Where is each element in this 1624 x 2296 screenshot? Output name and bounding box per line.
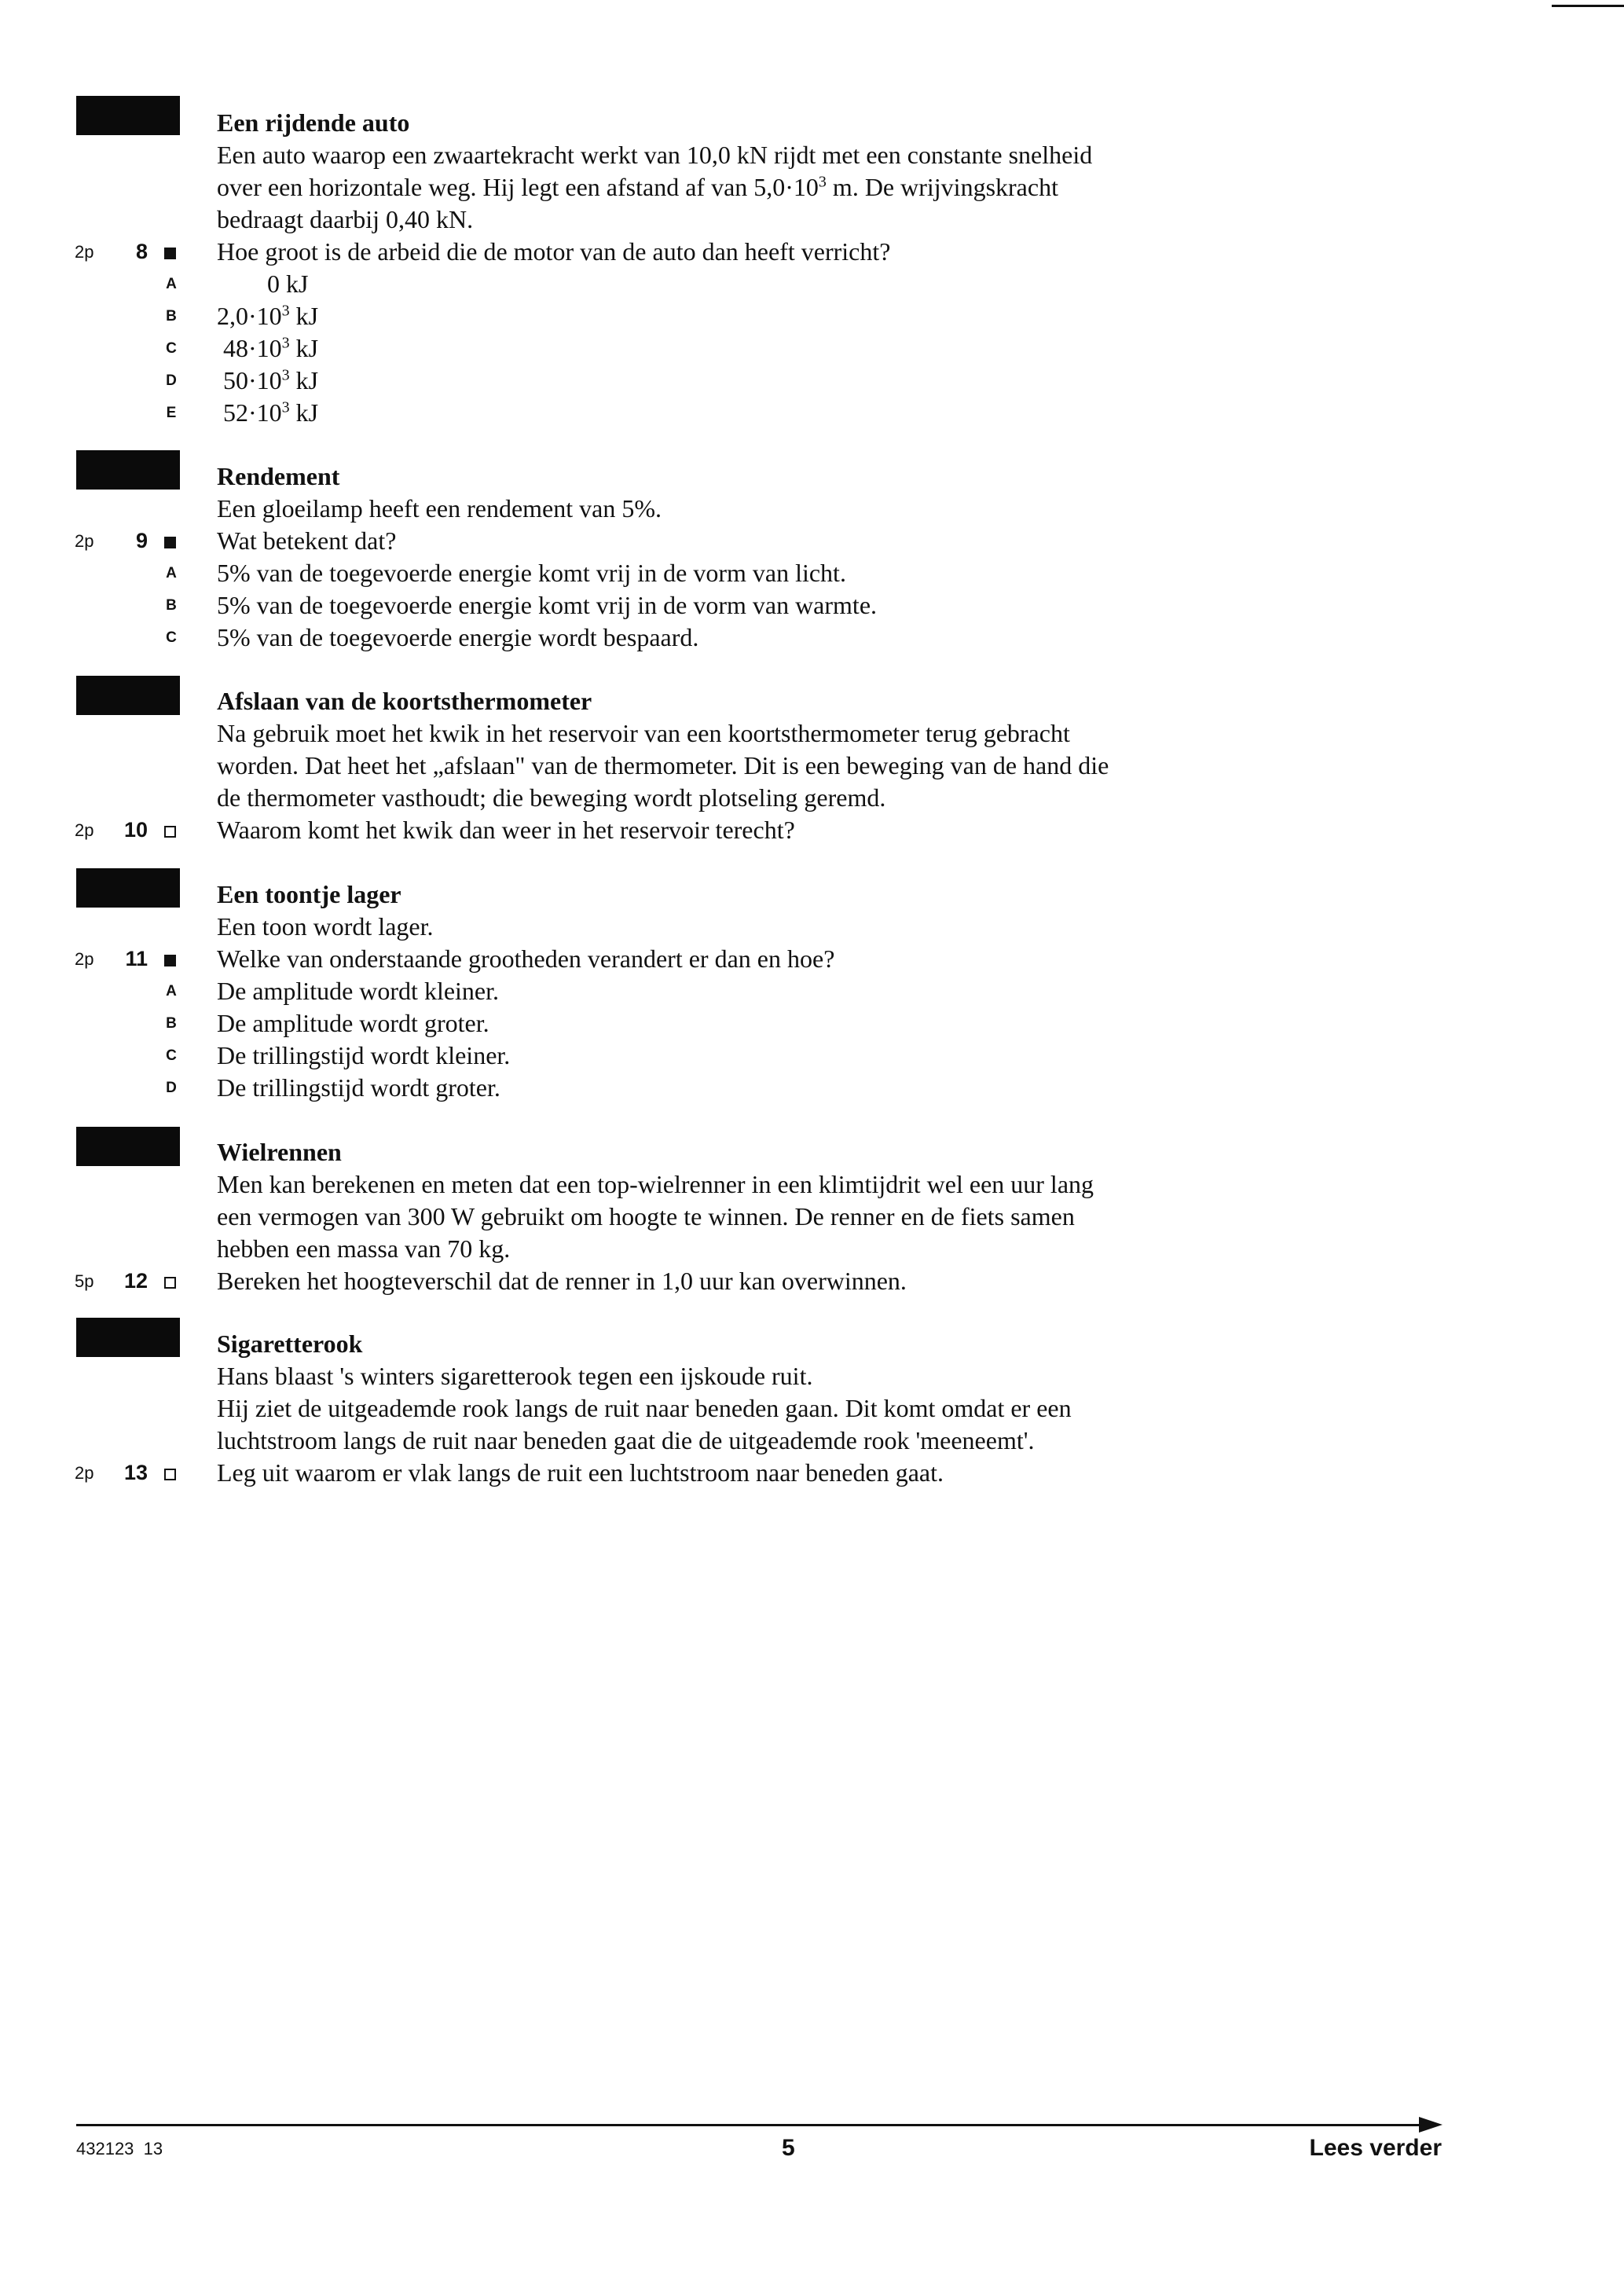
question-points: 2p [75, 949, 94, 969]
question-text: Wat betekent dat? [217, 526, 397, 555]
intro-line: Men kan berekenen en meten dat een top-wielrenner in een klimtijdrit wel een uur lang [217, 1170, 1094, 1198]
intro-line: Hij ziet de uitgeademde rook langs de ruit naar beneden gaan. Dit komt omdat er een [217, 1394, 1072, 1422]
footer-rule [76, 2124, 1429, 2126]
question-points: 2p [75, 1463, 94, 1483]
section-marker-bar [76, 450, 180, 490]
question-number: 10 [123, 818, 148, 842]
option-letter: B [166, 308, 177, 325]
option-text: $52\cdot 10^3$ kJ [223, 398, 319, 427]
option-text: De trillingstijd wordt groter. [217, 1073, 500, 1102]
open-question-checkbox [164, 1469, 176, 1480]
question-number: 9 [135, 529, 148, 552]
question-number: 12 [123, 1269, 148, 1293]
option-text: De amplitude wordt groter. [217, 1009, 489, 1037]
question-number: 11 [125, 947, 148, 970]
option-letter: D [166, 1080, 177, 1096]
question-points: 5p [75, 1271, 94, 1291]
section-title: Afslaan van de koortsthermometer [217, 687, 592, 715]
intro-line: Een gloeilamp heeft een rendement van 5%. [217, 494, 662, 523]
intro-line: Een toon wordt lager. [217, 912, 434, 941]
option-letter: A [166, 565, 177, 581]
open-question-checkbox [164, 826, 176, 838]
intro-line: een vermogen van 300 W gebruikt om hoogte te winnen. De renner en de fiets samen [217, 1202, 1075, 1231]
section-marker-bar [76, 96, 180, 135]
continue-label: Lees verder [1309, 2135, 1442, 2161]
corner-mark [1552, 5, 1624, 7]
option-letter: C [166, 1047, 177, 1064]
question-text: Leg uit waarom er vlak langs de ruit een luchtstroom naar beneden gaat. [217, 1458, 944, 1487]
intro-line: Een auto waarop een zwaartekracht werkt van 10,0 kN rijdt met een constante snelheid [217, 141, 1093, 169]
option-letter: A [166, 983, 177, 999]
section-marker-bar [76, 1318, 180, 1357]
option-letter: B [166, 597, 177, 614]
question-number: 8 [135, 240, 148, 263]
option-text: $48\cdot 10^3$ kJ [223, 334, 319, 362]
section-marker-bar [76, 868, 180, 908]
option-text: De trillingstijd wordt kleiner. [217, 1041, 511, 1069]
section-marker-bar [76, 1127, 180, 1166]
intro-line: hebben een massa van 70 kg. [217, 1234, 511, 1263]
question-text: Waarom komt het kwik dan weer in het reservoir terecht? [217, 816, 795, 844]
question-number: 13 [123, 1461, 148, 1484]
intro-line: Hans blaast 's winters sigaretterook tegen een ijskoude ruit. [217, 1362, 813, 1390]
question-points: 2p [75, 820, 94, 840]
option-text: 5% van de toegevoerde energie komt vrij in de vorm van licht. [217, 559, 846, 587]
option-text: 0 kJ [267, 270, 309, 298]
question-text: Welke van onderstaande grootheden verandert er dan en hoe? [217, 944, 835, 973]
section-marker-bar [76, 676, 180, 715]
question-points: 2p [75, 242, 94, 262]
option-letter: B [166, 1015, 177, 1032]
section-title: Sigaretterook [217, 1330, 363, 1358]
section-title: Een rijdende auto [217, 108, 410, 137]
question-text: Bereken het hoogteverschil dat de renner in 1,0 uur kan overwinnen. [217, 1267, 907, 1295]
intro-line: worden. Dat heet het „afslaan" van de thermometer. Dit is een beweging van de hand die [217, 751, 1109, 779]
option-letter: C [166, 340, 177, 357]
exam-code: 432123 13 [76, 2139, 163, 2158]
option-letter: E [166, 405, 177, 421]
option-letter: C [166, 629, 177, 646]
question-text: Hoe groot is de arbeid die de motor van de auto dan heeft verricht? [217, 237, 891, 266]
option-text: 5% van de toegevoerde energie wordt bespaard. [217, 623, 699, 651]
intro-line: de thermometer vasthoudt; die beweging wordt plotseling geremd. [217, 783, 886, 812]
open-question-checkbox [164, 1277, 176, 1289]
intro-line: over een horizontale weg. Hij legt een afstand af van $5,0\cdot 10^3$ m. De wrijvingskracht [217, 173, 1058, 201]
arrow-right-icon [1419, 2117, 1443, 2133]
option-text: $2,0\cdot 10^3$ kJ [217, 302, 319, 330]
option-text: 5% van de toegevoerde energie komt vrij in de vorm van warmte. [217, 591, 878, 619]
option-text: De amplitude wordt kleiner. [217, 977, 500, 1005]
multiple-choice-marker [164, 248, 176, 259]
multiple-choice-marker [164, 537, 176, 548]
option-letter: A [166, 276, 177, 292]
section-title: Wielrennen [217, 1138, 342, 1166]
section-title: Een toontje lager [217, 880, 401, 908]
intro-line: bedraagt daarbij 0,40 kN. [217, 205, 474, 233]
page-number: 5 [782, 2135, 795, 2161]
question-points: 2p [75, 531, 94, 551]
option-text: $50\cdot 10^3$ kJ [223, 366, 319, 394]
multiple-choice-marker [164, 955, 176, 966]
option-letter: D [166, 372, 177, 389]
intro-line: Na gebruik moet het kwik in het reservoir van een koortsthermometer terug gebracht [217, 719, 1070, 747]
intro-line: luchtstroom langs de ruit naar beneden gaat die de uitgeademde rook 'meeneemt'. [217, 1426, 1035, 1454]
section-title: Rendement [217, 462, 340, 490]
